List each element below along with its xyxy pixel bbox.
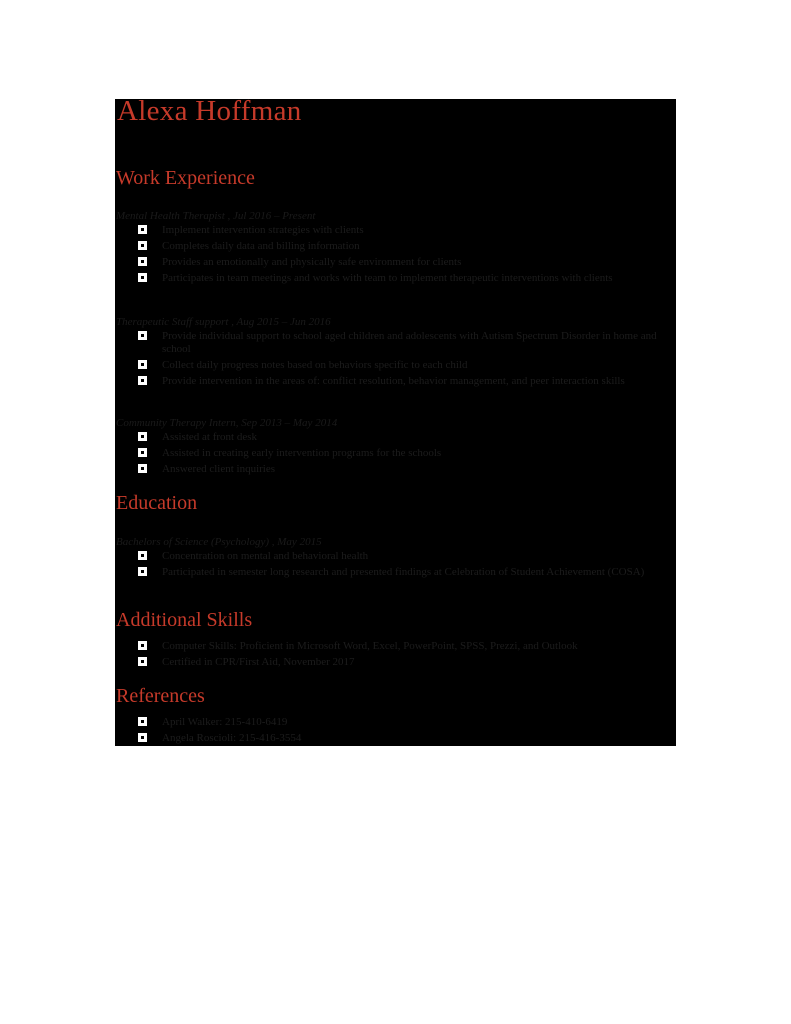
checkbox-bullet-icon: [138, 551, 147, 560]
checkbox-bullet-icon: [138, 432, 147, 441]
list-item: Implement intervention strategies with clients: [115, 224, 676, 237]
education-heading: Education: [116, 492, 198, 514]
job-bullet-list: [115, 224, 676, 288]
list-item: Certified in CPR/First Aid, November 2017: [115, 656, 676, 669]
list-item: Assisted in creating early intervention programs for the schools: [115, 447, 676, 460]
list-item: Participates in team meetings and works with team to implement therapeutic interventions with clients: [115, 272, 676, 285]
checkbox-bullet-icon: [138, 331, 147, 340]
work-experience-heading: Work Experience: [116, 167, 255, 189]
job-bullet-list: [115, 431, 676, 479]
checkbox-bullet-icon: [138, 567, 147, 576]
list-item: Completes daily data and billing information: [115, 240, 676, 253]
job-title: Community Therapy Intern, Sep 2013 – May 2014: [116, 417, 338, 429]
job-title: Therapeutic Staff support , Aug 2015 – Jun 2016: [116, 316, 331, 328]
list-item: Concentration on mental and behavioral health: [115, 550, 676, 563]
candidate-name: Alexa Hoffman: [117, 99, 302, 127]
checkbox-bullet-icon: [138, 241, 147, 250]
checkbox-bullet-icon: [138, 733, 147, 742]
checkbox-bullet-icon: [138, 448, 147, 457]
list-item: Collect daily progress notes based on behaviors specific to each child: [115, 359, 676, 372]
education-bullet-list: [115, 550, 676, 582]
list-item: Assisted at front desk: [115, 431, 676, 444]
checkbox-bullet-icon: [138, 273, 147, 282]
checkbox-bullet-icon: [138, 657, 147, 666]
list-item: Provide individual support to school aged children and adolescents with Autism Spectrum Disorder in home and school: [115, 330, 676, 356]
degree-title: Bachelors of Science (Psychology) , May 2015: [116, 536, 322, 548]
checkbox-bullet-icon: [138, 257, 147, 266]
list-item: Angela Roscioli: 215-416-3554: [115, 732, 676, 745]
list-item: Answered client inquiries: [115, 463, 676, 476]
checkbox-bullet-icon: [138, 717, 147, 726]
additional-skills-heading: Additional Skills: [116, 609, 253, 631]
list-item: Participated in semester long research and presented findings at Celebration of Student Achievement (COSA): [115, 566, 676, 579]
references-bullet-list: [115, 716, 676, 746]
checkbox-bullet-icon: [138, 641, 147, 650]
checkbox-bullet-icon: [138, 360, 147, 369]
references-heading: References: [116, 685, 205, 707]
list-item: Provides an emotionally and physically safe environment for clients: [115, 256, 676, 269]
list-item: Computer Skills: Proficient in Microsoft Word, Excel, PowerPoint, SPSS, Prezzi, and Outlook: [115, 640, 676, 653]
resume-document: [115, 99, 676, 746]
job-title: Mental Health Therapist , Jul 2016 – Present: [116, 210, 316, 222]
skills-bullet-list: [115, 640, 676, 672]
checkbox-bullet-icon: [138, 376, 147, 385]
checkbox-bullet-icon: [138, 225, 147, 234]
job-bullet-list: [115, 330, 676, 391]
list-item: April Walker: 215-410-6419: [115, 716, 676, 729]
checkbox-bullet-icon: [138, 464, 147, 473]
list-item: Provide intervention in the areas of: conflict resolution, behavior management, and peer interaction skills: [115, 375, 676, 388]
